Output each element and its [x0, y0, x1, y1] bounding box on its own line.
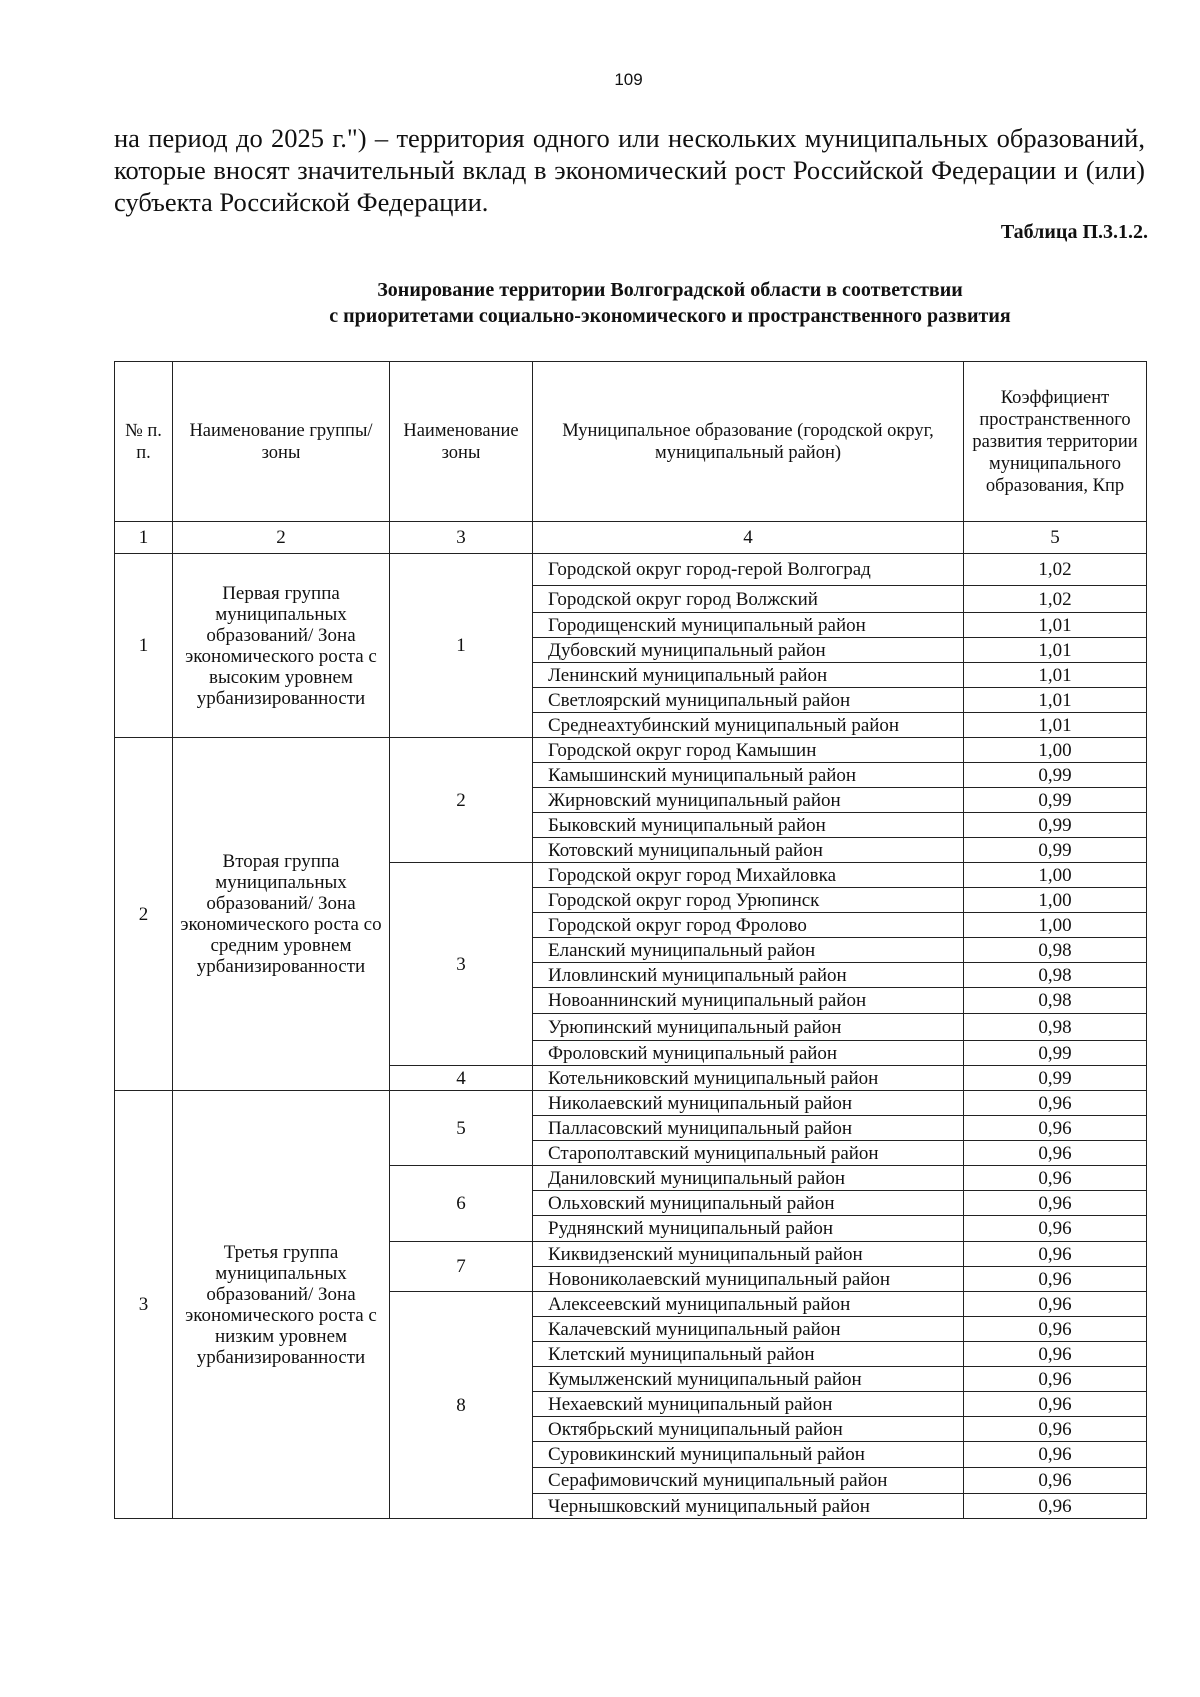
coefficient-value: 1,01	[964, 613, 1147, 638]
coefficient-value: 0,96	[964, 1392, 1147, 1417]
group-name: Первая группа муниципальных образований/ Зона экономического роста с высоким уровнем урбанизированности	[173, 554, 390, 738]
zone-number: 2	[390, 738, 533, 863]
coefficient-value: 0,96	[964, 1191, 1147, 1216]
municipality-name: Суровикинский муниципальный район	[533, 1442, 964, 1468]
municipality-name: Жирновский муниципальный район	[533, 788, 964, 813]
group-name: Вторая группа муниципальных образований/ Зона экономического роста со средним уровнем урбанизированности	[173, 738, 390, 1091]
table-row	[115, 1091, 1147, 1116]
coefficient-value: 0,99	[964, 813, 1147, 838]
municipality-name: Кумылженский муниципальный район	[533, 1367, 964, 1392]
group-number: 2	[115, 738, 173, 1091]
municipality-name: Еланский муниципальный район	[533, 938, 964, 963]
header-coefficient: Коэффициент пространственного развития территории муниципального образования, Кпр	[964, 362, 1147, 522]
table-title-line-1: Зонирование территории Волгоградской области в соответствии	[377, 279, 963, 301]
municipality-name: Нехаевский муниципальный район	[533, 1392, 964, 1417]
coefficient-value: 1,01	[964, 713, 1147, 738]
table-row	[115, 738, 1147, 763]
coefficient-value: 1,02	[964, 586, 1147, 613]
coefficient-value: 1,00	[964, 863, 1147, 888]
zoning-table	[114, 361, 1147, 1519]
coefficient-value: 0,96	[964, 1267, 1147, 1292]
municipality-name: Чернышковский муниципальный район	[533, 1494, 964, 1519]
municipality-name: Городской округ город-герой Волгоград	[533, 554, 964, 586]
header-municipality: Муниципальное образование (городской округ, муниципальный район)	[533, 362, 964, 522]
municipality-name: Киквидзенский муниципальный район	[533, 1242, 964, 1267]
coefficient-value: 0,96	[964, 1141, 1147, 1166]
table-title	[100, 277, 1200, 329]
municipality-name: Даниловский муниципальный район	[533, 1166, 964, 1191]
coefficient-value: 0,96	[964, 1442, 1147, 1468]
municipality-name: Камышинский муниципальный район	[533, 763, 964, 788]
coefficient-value: 0,98	[964, 938, 1147, 963]
municipality-name: Котовский муниципальный район	[533, 838, 964, 863]
coefficient-value: 0,96	[964, 1292, 1147, 1317]
table-header-row	[115, 362, 1147, 522]
coefficient-value: 0,99	[964, 788, 1147, 813]
coefficient-value: 1,00	[964, 913, 1147, 938]
coefficient-value: 0,96	[964, 1116, 1147, 1141]
municipality-name: Алексеевский муниципальный район	[533, 1292, 964, 1317]
municipality-name: Городищенский муниципальный район	[533, 613, 964, 638]
coefficient-value: 0,96	[964, 1091, 1147, 1116]
coefficient-value: 0,96	[964, 1317, 1147, 1342]
header-num: № п. п.	[115, 362, 173, 522]
group-number: 1	[115, 554, 173, 738]
table-caption: Таблица П.3.1.2.	[1000, 221, 1148, 243]
column-index: 4	[533, 522, 964, 554]
municipality-name: Калачевский муниципальный район	[533, 1317, 964, 1342]
coefficient-value: 0,98	[964, 1014, 1147, 1041]
page-number: 109	[614, 70, 643, 89]
coefficient-value: 0,96	[964, 1166, 1147, 1191]
municipality-name: Быковский муниципальный район	[533, 813, 964, 838]
municipality-name: Светлоярский муниципальный район	[533, 688, 964, 713]
municipality-name: Ольховский муниципальный район	[533, 1191, 964, 1216]
coefficient-value: 1,00	[964, 888, 1147, 913]
municipality-name: Новониколаевский муниципальный район	[533, 1267, 964, 1292]
municipality-name: Городской округ город Камышин	[533, 738, 964, 763]
table-row	[115, 554, 1147, 586]
coefficient-value: 0,99	[964, 1041, 1147, 1066]
municipality-name: Палласовский муниципальный район	[533, 1116, 964, 1141]
group-name: Третья группа муниципальных образований/ Зона экономического роста с низким уровнем урбанизированности	[173, 1091, 390, 1519]
intro-paragraph: на период до 2025 г.") – территория одного или нескольких муниципальных образований, которые вносят значительный вклад в экономический рост Российской Федерации и (или) субъекта Российской Федерации.	[114, 123, 1145, 217]
zone-number: 7	[390, 1242, 533, 1292]
coefficient-value: 0,96	[964, 1367, 1147, 1392]
column-index: 5	[964, 522, 1147, 554]
coefficient-value: 1,01	[964, 638, 1147, 663]
coefficient-value: 1,01	[964, 688, 1147, 713]
municipality-name: Городской округ город Михайловка	[533, 863, 964, 888]
municipality-name: Фроловский муниципальный район	[533, 1041, 964, 1066]
municipality-name: Урюпинский муниципальный район	[533, 1014, 964, 1041]
municipality-name: Иловлинский муниципальный район	[533, 963, 964, 988]
table-body	[115, 554, 1147, 1519]
municipality-name: Среднеахтубинский муниципальный район	[533, 713, 964, 738]
municipality-name: Дубовский муниципальный район	[533, 638, 964, 663]
municipality-name: Городской округ город Фролово	[533, 913, 964, 938]
column-index: 1	[115, 522, 173, 554]
coefficient-value: 0,99	[964, 1066, 1147, 1091]
column-index: 3	[390, 522, 533, 554]
coefficient-value: 1,00	[964, 738, 1147, 763]
coefficient-value: 0,96	[964, 1494, 1147, 1519]
zone-number: 5	[390, 1091, 533, 1166]
coefficient-value: 0,96	[964, 1342, 1147, 1367]
zone-number: 6	[390, 1166, 533, 1242]
group-number: 3	[115, 1091, 173, 1519]
coefficient-value: 0,96	[964, 1216, 1147, 1242]
coefficient-value: 0,96	[964, 1242, 1147, 1267]
coefficient-value: 0,98	[964, 988, 1147, 1014]
municipality-name: Городской округ город Волжский	[533, 586, 964, 613]
municipality-name: Руднянский муниципальный район	[533, 1216, 964, 1242]
table-title-line-2: с приоритетами социально-экономического и пространственного развития	[329, 305, 1011, 327]
municipality-name: Октябрьский муниципальный район	[533, 1417, 964, 1442]
zone-number: 1	[390, 554, 533, 738]
coefficient-value: 1,01	[964, 663, 1147, 688]
coefficient-value: 0,99	[964, 763, 1147, 788]
header-zone: Наименование зоны	[390, 362, 533, 522]
municipality-name: Серафимовичский муниципальный район	[533, 1468, 964, 1494]
coefficient-value: 0,98	[964, 963, 1147, 988]
municipality-name: Ленинский муниципальный район	[533, 663, 964, 688]
municipality-name: Николаевский муниципальный район	[533, 1091, 964, 1116]
zone-number: 3	[390, 863, 533, 1066]
zone-number: 4	[390, 1066, 533, 1091]
municipality-name: Старополтавский муниципальный район	[533, 1141, 964, 1166]
column-index-row	[115, 522, 1147, 554]
coefficient-value: 1,02	[964, 554, 1147, 586]
coefficient-value: 0,96	[964, 1417, 1147, 1442]
municipality-name: Новоаннинский муниципальный район	[533, 988, 964, 1014]
municipality-name: Городской округ город Урюпинск	[533, 888, 964, 913]
zone-number: 8	[390, 1292, 533, 1519]
coefficient-value: 0,96	[964, 1468, 1147, 1494]
coefficient-value: 0,99	[964, 838, 1147, 863]
municipality-name: Клетский муниципальный район	[533, 1342, 964, 1367]
column-index: 2	[173, 522, 390, 554]
header-group: Наименование группы/зоны	[173, 362, 390, 522]
municipality-name: Котельниковский муниципальный район	[533, 1066, 964, 1091]
